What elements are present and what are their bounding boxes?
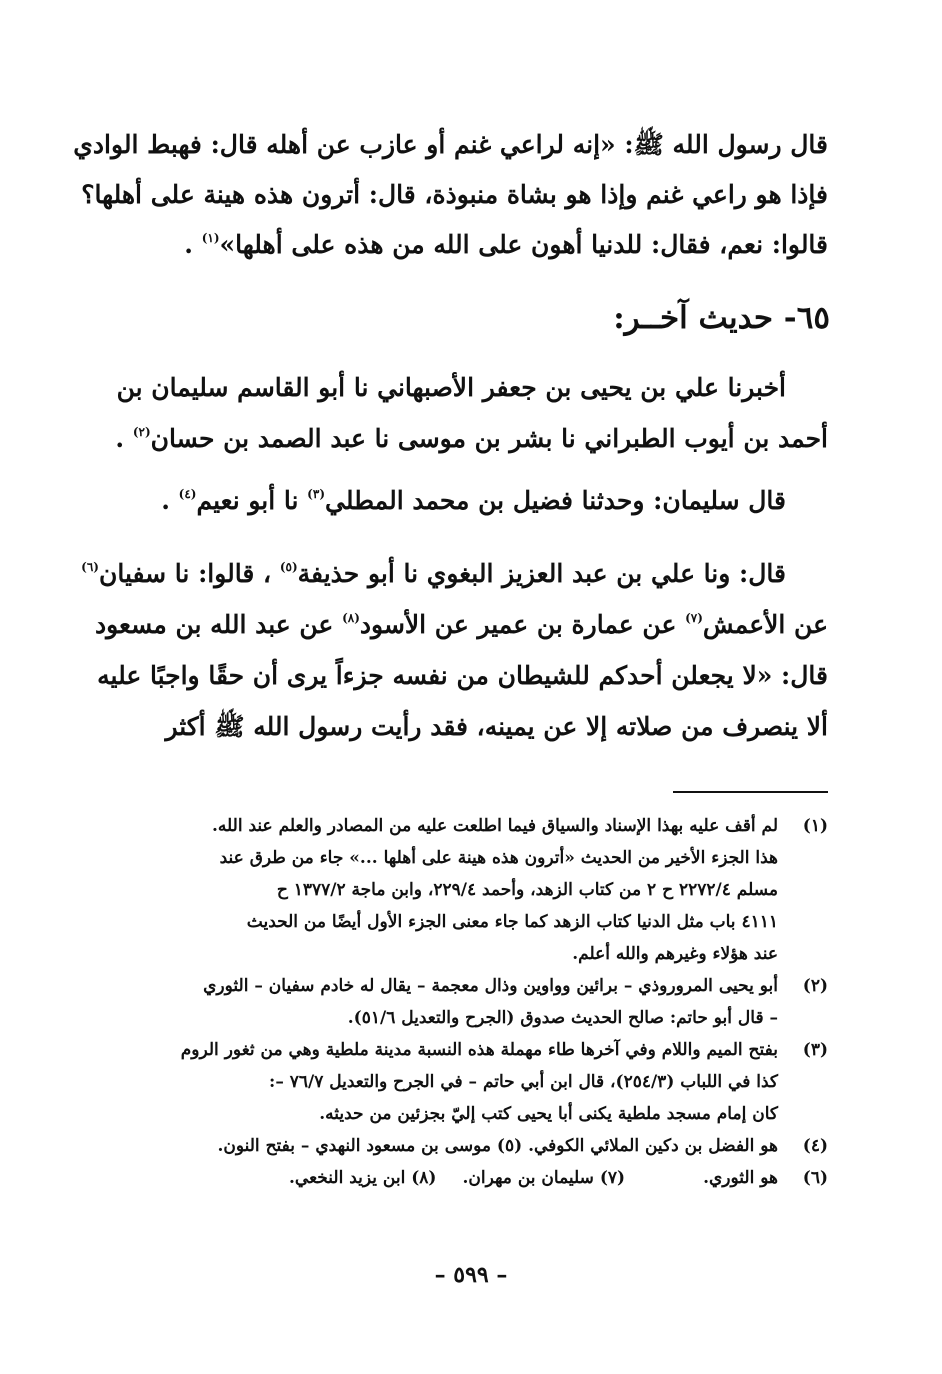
footnote-line: لم أقف عليه بهذا الإسناد والسياق فيما اطلعت عليه من المصادر والعلم عند الله. (212, 816, 778, 836)
hadith-text-block-2 (81, 548, 828, 752)
text-line: فإذا هو راعي غنم وإذا هو بشاة منبوذة، قال: أترون هذه هينة على أهلها؟ (81, 180, 828, 209)
text-segment: عن الأعمش (702, 610, 828, 639)
footnote-number: (١) (802, 816, 828, 836)
footnote-ref-6[interactable]: (٦) (81, 560, 99, 574)
footnote-4-5 (112, 1130, 828, 1162)
text-line: أخبرنا علي بن يحيى بن جعفر الأصبهاني نا أبو القاسم سليمان بن (116, 373, 786, 402)
footnote-line: مسلم ٢٢٧٢/٤ ح ٢ من كتاب الزهد، وأحمد ٢٢٩/٤، وابن ماجة ١٣٧٧/٢ ح (276, 880, 778, 900)
footnote-number: (٢) (802, 976, 828, 996)
footnote-ref-5[interactable]: (٥) (279, 560, 298, 574)
footnote-line: هذا الجزء الأخير من الحديث «أترون هذه هينة على أهلها ...» جاء من طرق عند (219, 848, 778, 868)
text-segment: ، قالوا: نا سفيان (98, 559, 280, 588)
section-heading: ٦٥- حديث آخــر: (613, 300, 830, 336)
footnote-separator (673, 791, 828, 793)
footnote-ref-4[interactable]: (٤) (178, 487, 197, 501)
isnad-block (112, 362, 828, 464)
footnote-number: (٦) (802, 1168, 828, 1188)
text-segment: . (161, 486, 179, 515)
text-segment: . (115, 424, 133, 453)
text-line (112, 220, 828, 270)
text-segment: عن عمارة بن عمير عن الأسود (359, 610, 686, 639)
footnote-8-text: (٨) ابن يزيد النخعي. (289, 1168, 437, 1188)
footnote-number: (٤) (802, 1136, 828, 1156)
text-segment: قال سليمان: وحدثنا فضيل بن محمد المطلي (325, 486, 786, 515)
footnote-6-7-8 (112, 1162, 828, 1194)
text-segment: قالوا: نعم، فقال: للدنيا أهون على الله من هذه على أهلها» (219, 230, 828, 259)
footnotes (112, 810, 828, 1194)
footnote-number: (٣) (802, 1040, 828, 1060)
footnote-line: بفتح الميم واللام وفي آخرها طاء مهملة هذه النسبة مدينة ملطية وهي من ثغور الروم (180, 1040, 778, 1060)
text-segment: عن عبد الله بن مسعود (94, 610, 343, 639)
text-line: ألا ينصرف من صلاته إلا عن يمينه، فقد رأيت رسول الله ﷺ أكثر (165, 712, 828, 741)
footnote-ref-3[interactable]: (٣) (307, 487, 325, 501)
text-segment: . (184, 230, 202, 259)
footnote-ref-2[interactable]: (٢) (132, 425, 151, 439)
text-segment: أحمد بن أيوب الطبراني نا بشر بن موسى نا عبد الصمد بن حسان (150, 424, 828, 453)
footnote-line: عند هؤلاء وغيرهم والله أعلم. (572, 944, 778, 964)
footnote-line: كذا في اللباب (٢٥٤/٣)، قال ابن أبي حاتم – في الجرح والتعديل ٧٦/٧ –: (269, 1072, 778, 1092)
footnote-ref-1[interactable]: (١) (201, 231, 220, 245)
footnote-1 (112, 810, 828, 970)
page-number: – ٥٩٩ – (434, 1262, 508, 1288)
footnote-ref-7[interactable]: (٧) (685, 611, 703, 625)
hadith-text-block-1 (73, 120, 828, 270)
text-segment: نا أبو نعيم (196, 486, 308, 515)
footnote-2 (112, 970, 828, 1034)
footnote-line: كان إمام مسجد ملطية يكنى أبا يحيى كتب إليّ بجزئين من حديثه. (319, 1104, 778, 1124)
footnote-3 (112, 1034, 828, 1130)
text-line (94, 599, 828, 650)
text-line (112, 476, 786, 526)
text-line: قال: «لا يجعلن أحدكم للشيطان من نفسه جزءاً يرى أن حقًا واجبًا عليه (97, 661, 828, 690)
text-line: قال رسول الله ﷺ: «إنه لراعي غنم أو عازب عن أهله قال: فهبط الوادي (73, 130, 828, 159)
footnote-ref-8[interactable]: (٨) (342, 611, 360, 625)
footnote-line: ٤١١١ باب مثل الدنيا كتاب الزهد كما جاء معنى الجزء الأول أيضًا من الحديث (246, 912, 778, 932)
footnote-line: – قال أبو حاتم: صالح الحديث صدوق (الجرح والتعديل ٥١/٦). (347, 1008, 778, 1028)
text-segment: قال: ونا علي بن عبد العزيز البغوي نا أبو حذيفة (297, 559, 786, 588)
footnote-line: أبو يحيى المروروذي – برائين وواوين وذال معجمة – يقال له خادم سفيان – الثوري (203, 976, 778, 996)
text-line (81, 548, 828, 599)
footnote-7-text: (٧) سليمان بن مهران. (462, 1168, 626, 1188)
isnad-block-2 (112, 476, 828, 526)
footnote-line: هو الفضل بن دكين الملائي الكوفي. (٥) موسى بن مسعود النهدي – بفتح النون. (217, 1136, 778, 1156)
footnote-6-text: هو الثوري. (703, 1168, 778, 1188)
text-line (112, 413, 828, 464)
